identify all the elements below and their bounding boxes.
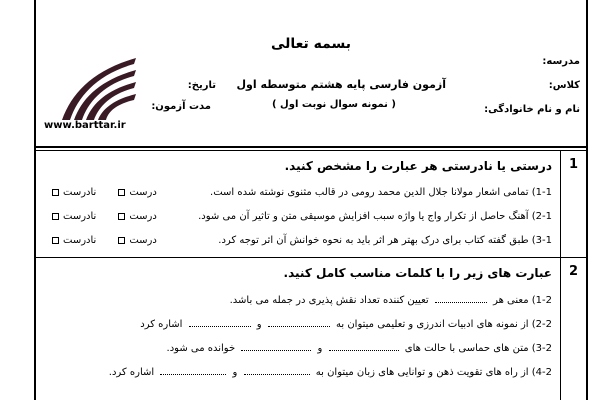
header-divider (36, 146, 586, 148)
blank-field[interactable] (329, 342, 399, 351)
date-label: تاریخ: (187, 80, 216, 91)
false-checkbox[interactable] (52, 213, 59, 220)
question-title: عبارت های زیر را با کلمات مناسب کامل کنید. (283, 266, 552, 280)
false-label: نادرست (63, 235, 97, 246)
question-number-column (560, 151, 586, 257)
tf-statement: 2-1) آهنگ حاصل از تکرار واج یا واژه سبب افزایش موسیقی متن و تاثیر آن می شود. (198, 211, 552, 222)
blank-prefix: 3-2) متن های حماسی با حالت های (404, 343, 552, 354)
false-option[interactable] (52, 187, 96, 198)
page-border-right (586, 0, 588, 400)
blank-field[interactable] (160, 366, 226, 375)
true-option[interactable] (118, 235, 156, 246)
fill-blank-item (230, 294, 552, 306)
tf-statement: 1-1) تمامی اشعار مولانا جلال الدین محمد رومی در قالب مثنوی نوشته شده است. (210, 187, 552, 198)
blank-connector: و (232, 367, 238, 378)
name-label: نام و نام خانوادگی: (484, 104, 580, 115)
false-option[interactable] (52, 211, 96, 222)
question-number: 2 (568, 264, 578, 279)
blank-suffix: تعیین کننده تعداد نقش پذیری در جمله می باشد. (229, 295, 429, 306)
false-label: نادرست (63, 211, 97, 222)
tf-options (52, 235, 157, 246)
tf-statement: 3-1) طبق گفته کتاب برای درک بهتر هر اثر باید به نحوه خوانش آن اثر توجه کرد. (218, 235, 552, 246)
blank-suffix: خوانده می شود. (166, 343, 236, 354)
fill-blank-item (109, 366, 552, 378)
question-number-column (560, 258, 586, 400)
false-checkbox[interactable] (52, 237, 59, 244)
question-1 (36, 150, 586, 257)
exam-subtitle: ( نمونه سوال نوبت اول ) (272, 99, 396, 110)
blank-field[interactable] (268, 318, 330, 327)
question-number: 1 (568, 157, 578, 172)
blank-suffix: اشاره کرد (140, 319, 183, 330)
true-label: درست (129, 235, 157, 246)
fill-blank-item (140, 318, 552, 330)
true-label: درست (129, 187, 157, 198)
question-title: درستی یا نادرستی هر عبارت را مشخص کنید. (284, 159, 552, 173)
blank-field[interactable] (244, 366, 310, 375)
blank-prefix: 4-2) از راه های تقویت ذهن و توانایی های زبان میتوان به (315, 367, 552, 378)
blank-field[interactable] (435, 294, 487, 303)
true-checkbox[interactable] (118, 213, 125, 220)
blank-field[interactable] (241, 342, 311, 351)
tf-options (52, 187, 157, 198)
exam-title: آزمون فارسی پایه هشتم متوسطه اول (236, 78, 446, 91)
true-label: درست (129, 211, 157, 222)
true-option[interactable] (118, 187, 156, 198)
duration-label: مدت آزمون: (151, 101, 211, 112)
bismillah-heading: بسمه تعالی (270, 36, 352, 52)
blank-connector: و (256, 319, 262, 330)
exam-header (36, 0, 586, 148)
true-checkbox[interactable] (118, 189, 125, 196)
true-checkbox[interactable] (118, 237, 125, 244)
fill-blank-item (167, 342, 552, 354)
blank-connector: و (317, 343, 323, 354)
false-label: نادرست (63, 187, 97, 198)
tf-options (52, 211, 157, 222)
blank-suffix: اشاره کرد. (108, 367, 155, 378)
false-checkbox[interactable] (52, 189, 59, 196)
false-option[interactable] (52, 235, 96, 246)
blank-prefix: 2-2) از نمونه های ادبیات اندرزی و تعلیمی میتوان به (336, 319, 552, 330)
class-label: کلاس: (548, 80, 580, 91)
school-label: مدرسه: (542, 56, 580, 67)
blank-prefix: 1-2) معنی هر (493, 295, 552, 306)
question-2 (36, 257, 586, 400)
true-option[interactable] (118, 211, 156, 222)
logo-url: www.barttar.ir (44, 120, 126, 131)
barttar-logo-icon (54, 52, 138, 122)
blank-field[interactable] (189, 318, 251, 327)
